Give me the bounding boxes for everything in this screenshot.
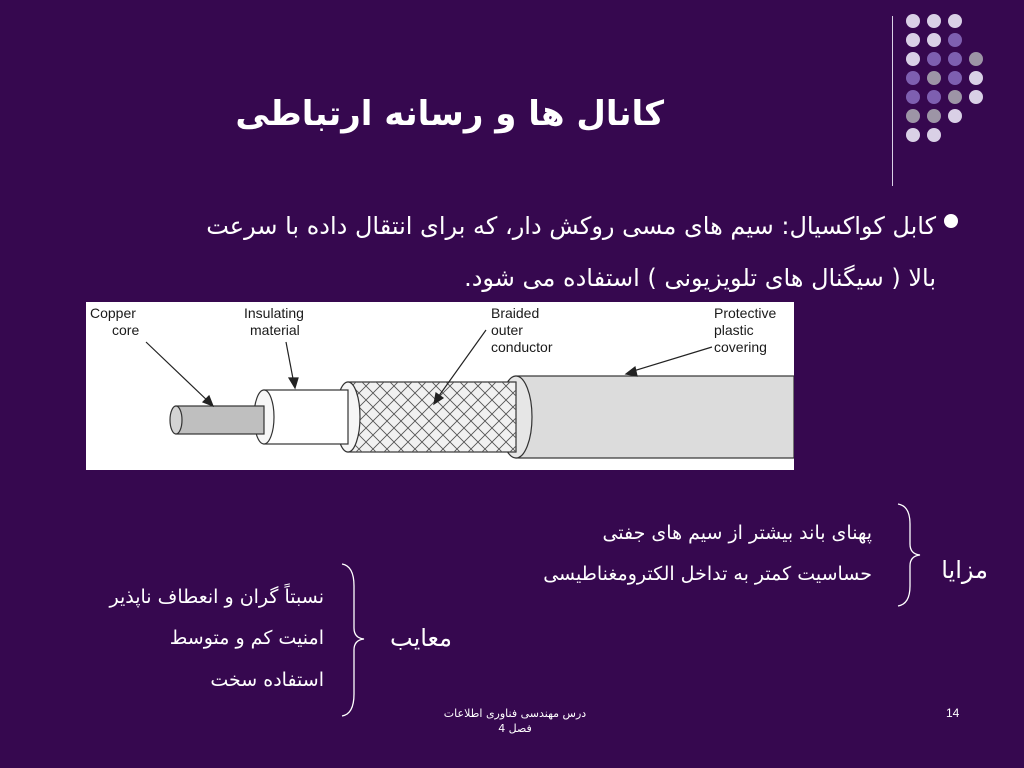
decorative-dot xyxy=(948,33,962,47)
decorative-divider xyxy=(892,16,893,186)
decorative-dot xyxy=(927,128,941,142)
decorative-dot xyxy=(906,71,920,85)
decorative-dot xyxy=(906,14,920,28)
decorative-dot xyxy=(948,52,962,66)
decorative-dot xyxy=(969,71,983,85)
disadvantages-label: معایب xyxy=(390,624,452,652)
page-number: 14 xyxy=(946,706,960,720)
decorative-dot xyxy=(948,90,962,104)
disadvantage-item-1: نسبتاً گران و انعطاف ناپذیر xyxy=(109,586,324,608)
decorative-dot xyxy=(906,109,920,123)
decorative-dot xyxy=(906,33,920,47)
bullet-text xyxy=(56,200,936,304)
coaxial-cable-illustration xyxy=(86,302,794,470)
decorative-dot xyxy=(969,52,983,66)
decorative-dot xyxy=(927,33,941,47)
bullet-icon xyxy=(944,214,958,228)
braided-outer-conductor-label: Braided outer conductor xyxy=(491,305,553,355)
advantage-item-1: پهنای باند بیشتر از سیم های جفتی xyxy=(602,522,872,544)
decorative-dot xyxy=(927,90,941,104)
advantages-brace xyxy=(896,502,922,608)
disadvantages-brace xyxy=(340,562,366,718)
bullet-line-1: کابل کواکسیال: سیم های مسی روکش دار، که برای انتقال داده با سرعت xyxy=(206,212,936,240)
slide-title: کانال ها و رسانه ارتباطی xyxy=(235,94,664,134)
decorative-dot xyxy=(969,90,983,104)
decorative-dot xyxy=(927,14,941,28)
footer-course: درس مهندسی فناوری اطلاعات xyxy=(443,707,587,720)
bullet-line-2: بالا ( سیگنال های تلویزیونی ) استفاده می شود. xyxy=(464,264,936,292)
decorative-dot xyxy=(927,109,941,123)
decorative-dot xyxy=(906,128,920,142)
disadvantage-item-3: استفاده سخت xyxy=(210,669,324,691)
decorative-dot xyxy=(927,71,941,85)
footer-chapter: فصل 4 xyxy=(498,722,532,735)
decorative-dot xyxy=(927,52,941,66)
decorative-dot xyxy=(948,109,962,123)
advantage-item-2: حساسیت کمتر به تداخل الکترومغناطیسی xyxy=(543,563,872,585)
insulating-material-label: Insulating material xyxy=(244,305,304,338)
protective-plastic-covering-label: Protective plastic covering xyxy=(714,305,777,355)
slide-footer xyxy=(420,706,610,736)
disadvantage-item-2: امنیت کم و متوسط xyxy=(169,627,324,649)
copper-core-label: Copper core xyxy=(90,305,140,338)
decorative-dot xyxy=(948,71,962,85)
decorative-dot xyxy=(948,14,962,28)
decorative-dot xyxy=(906,90,920,104)
advantages-label: مزایا xyxy=(941,556,988,584)
coaxial-cable-diagram xyxy=(86,302,794,470)
decorative-dot xyxy=(906,52,920,66)
